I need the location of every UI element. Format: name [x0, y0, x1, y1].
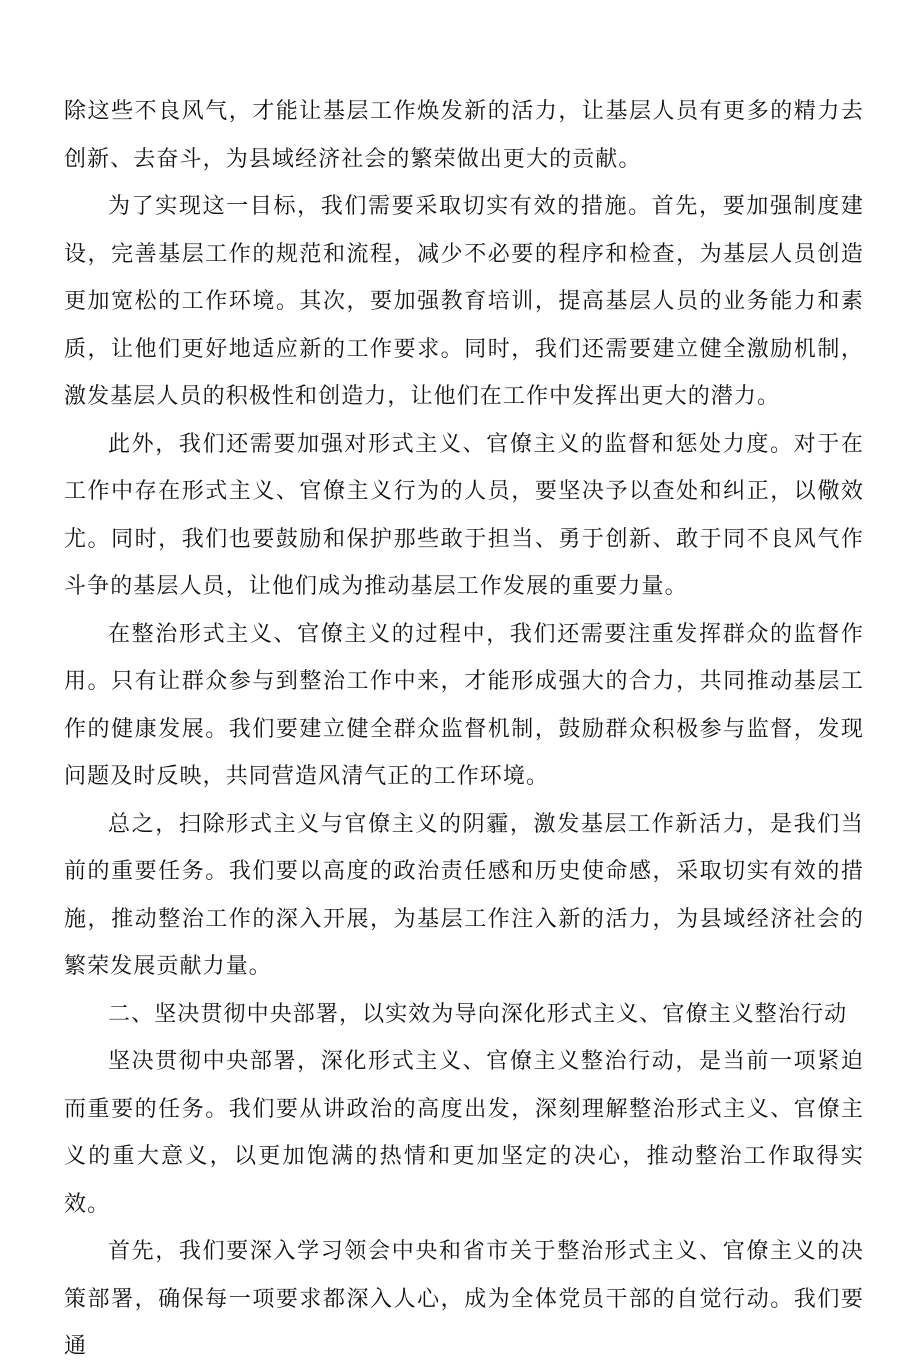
paragraph: 为了实现这一目标，我们需要采取切实有效的措施。首先，要加强制度建设，完善基层工作的规范和流程，减少不必要的程序和检查，为基层人员创造更加宽松的工作环境。其次，要加强教育培训，提高基层人员的业务能力和素质，让他们更好地适应新的工作要求。同时，我们还需要建立健全激励机制，激发基层人员的积极性和创造力，让他们在工作中发挥出更大的潜力。 [64, 194, 864, 409]
paragraph: 在整治形式主义、官僚主义的过程中，我们还需要注重发挥群众的监督作用。只有让群众参与到整治工作中来，才能形成强大的合力，共同推动基层工作的健康发展。我们要建立健全群众监督机制，鼓励群众积极参与监督，发现问题及时反映，共同营造风清气正的工作环境。 [64, 621, 864, 789]
paragraph: 坚决贯彻中央部署，深化形式主义、官僚主义整治行动，是当前一项紧迫而重要的任务。我们要从讲政治的高度出发，深刻理解整治形式主义、官僚主义的重大意义，以更加饱满的热情和更加坚定的决心，推动整治工作取得实效。 [64, 1049, 864, 1217]
paragraph: 此外，我们还需要加强对形式主义、官僚主义的监督和惩处力度。对于在工作中存在形式主义、官僚主义行为的人员，要坚决予以查处和纠正，以儆效尤。同时，我们也要鼓励和保护那些敢于担当、勇于创新、敢于同不良风气作斗争的基层人员，让他们成为推动基层工作发展的重要力量。 [64, 431, 864, 599]
section-heading: 二、坚决贯彻中央部署，以实效为导向深化形式主义、官僚主义整治行动 [108, 1001, 848, 1027]
paragraph: 除这些不良风气，才能让基层工作焕发新的活力，让基层人员有更多的精力去创新、去奋斗，为县域经济社会的繁荣做出更大的贡献。 [64, 99, 864, 172]
paragraph: 首先，我们要深入学习领会中央和省市关于整治形式主义、官僚主义的决策部署，确保每一项要求都深入人心，成为全体党员干部的自觉行动。我们要通 [64, 1239, 864, 1359]
paragraph: 总之，扫除形式主义与官僚主义的阴霾，激发基层工作新活力，是我们当前的重要任务。我们要以高度的政治责任感和历史使命感，采取切实有效的措施，推动整治工作的深入开展，为基层工作注入新的活力，为县域经济社会的繁荣发展贡献力量。 [64, 811, 864, 979]
document-body [64, 88, 864, 1371]
